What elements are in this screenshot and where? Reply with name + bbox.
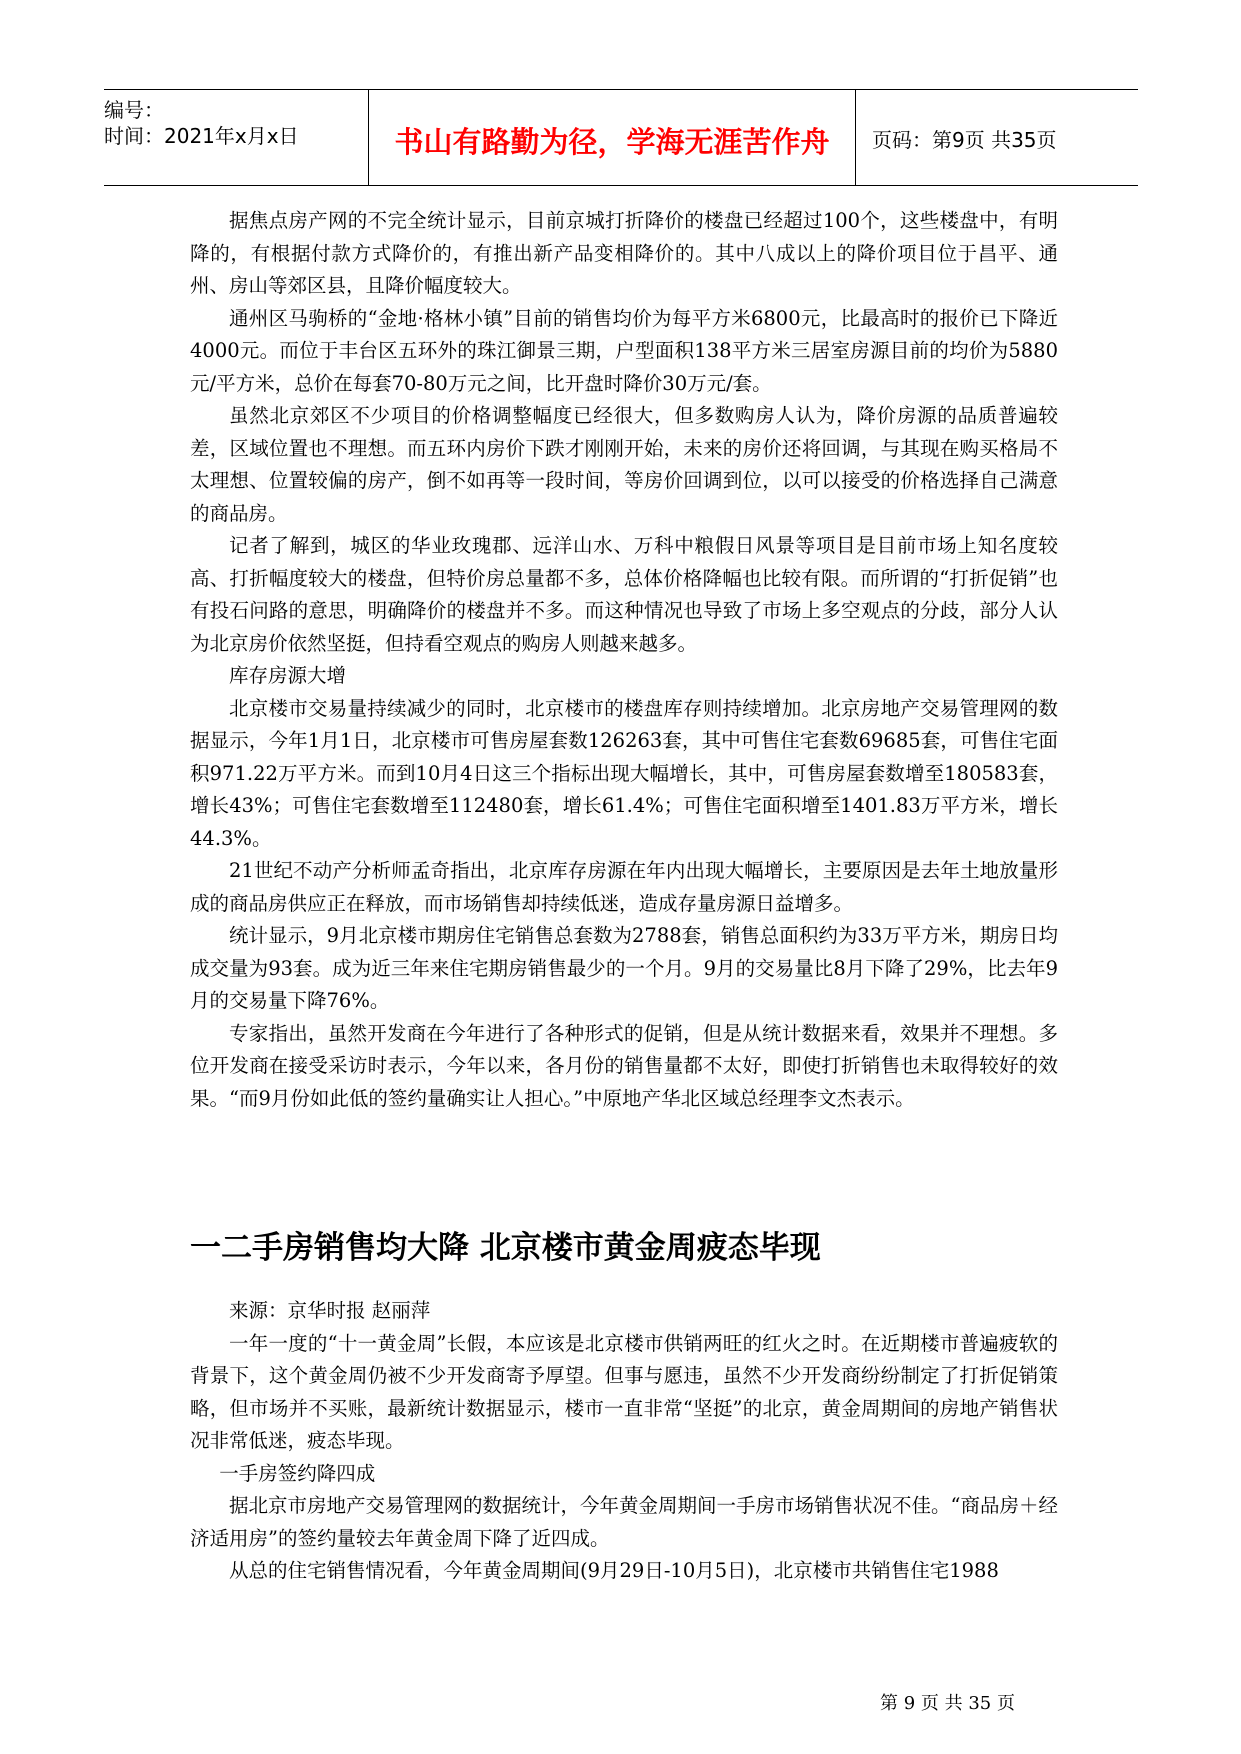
- article-body: [190, 1295, 1058, 1588]
- paragraph: 记者了解到，城区的华业玫瑰郡、远洋山水、万科中粮假日风景等项目是目前市场上知名度较高、打折幅度较大的楼盘，但特价房总量都不多，总体价格降幅也比较有限。而所谓的“打折促销”也有投石问路的意思，明确降价的楼盘并不多。而这种情况也导致了市场上多空观点的分歧，部分人认为北京房价依然坚挺，但持看空观点的购房人则越来越多。: [190, 534, 1058, 655]
- paragraph: 统计显示，9月北京楼市期房住宅销售总套数为2788套，销售总面积约为33万平方米，期房日均成交量为93套。成为近三年来住宅期房销售最少的一个月。9月的交易量比8月下降了29%，比去年9月的交易量下降76%。: [190, 924, 1058, 1012]
- body-text: [190, 205, 1058, 1115]
- paragraph: 通州区马驹桥的“金地·格林小镇”目前的销售均价为每平方米6800元，比最高时的报价已下降近4000元。而位于丰台区五环外的珠江御景三期，户型面积138平方米三居室房源目前的均价为5880元/平方米，总价在每套70-80万元之间，比开盘时降价30万元/套。: [190, 306, 1058, 395]
- page-footer: 第 9 页 共 35 页: [880, 1693, 1015, 1714]
- page-header: [104, 89, 1138, 186]
- document-time-label: 时间：2021年x月x日: [104, 124, 299, 148]
- paragraph: 北京楼市交易量持续减少的同时，北京楼市的楼盘库存则持续增加。北京房地产交易管理网的数据显示，今年1月1日，北京楼市可售房屋套数126263套，其中可售住宅套数69685套，可售住宅面积971.22万平方米。而到10月4日这三个指标出现大幅增长，其中，可售房屋套数增至180583套，增长43%；可售住宅套数增至112480套，增长61.4%；可售住宅面积增至1401.83万平方米，增长44.3%。: [190, 696, 1058, 850]
- article-source: 来源：京华时报 赵丽萍: [229, 1299, 431, 1322]
- header-page-label: 页码：第9页 共35页: [872, 128, 1057, 152]
- paragraph: 从总的住宅销售情况看，今年黄金周期间(9月29日-10月5日)，北京楼市共销售住宅1988: [229, 1559, 999, 1582]
- paragraph: 据北京市房地产交易管理网的数据统计，今年黄金周期间一手房市场销售状况不佳。“商品房＋经济适用房”的签约量较去年黄金周下降了近四成。: [190, 1494, 1058, 1550]
- article-title: 一二手房销售均大降 北京楼市黄金周疲态毕现: [190, 1230, 821, 1266]
- section-subheading: 库存房源大增: [229, 664, 347, 687]
- paragraph: 专家指出，虽然开发商在今年进行了各种形式的促销，但是从统计数据来看，效果并不理想。多位开发商在接受采访时表示，今年以来，各月份的销售量都不太好，即使打折销售也未取得较好的效果。“而9月份如此低的签约量确实让人担心。”中原地产华北区域总经理李文杰表示。: [190, 1021, 1058, 1110]
- paragraph: 21世纪不动产分析师孟奇指出，北京库存房源在年内出现大幅增长，主要原因是去年土地放量形成的商品房供应正在释放，而市场销售却持续低迷，造成存量房源日益增多。: [190, 859, 1058, 915]
- header-info-cell: [104, 90, 369, 185]
- paragraph: 虽然北京郊区不少项目的价格调整幅度已经很大，但多数购房人认为，降价房源的品质普遍较差，区域位置也不理想。而五环内房价下跌才刚刚开始，未来的房价还将回调，与其现在购买格局不太理想、位置较偏的房产，倒不如再等一段时间，等房价回调到位，以可以接受的价格选择自己满意的商品房。: [190, 404, 1058, 525]
- header-page-cell: [856, 90, 1138, 185]
- header-motto: 书山有路勤为径，学海无涯苦作舟: [394, 125, 830, 159]
- paragraph: 一年一度的“十一黄金周”长假，本应该是北京楼市供销两旺的红火之时。在近期楼市普遍疲软的背景下，这个黄金周仍被不少开发商寄予厚望。但事与愿违，虽然不少开发商纷纷制定了打折促销策略，但市场并不买账，最新统计数据显示，楼市一直非常“坚挺”的北京，黄金周期间的房地产销售状况非常低迷，疲态毕现。: [190, 1331, 1058, 1452]
- paragraph: 据焦点房产网的不完全统计显示，目前京城打折降价的楼盘已经超过100个，这些楼盘中，有明降的，有根据付款方式降价的，有推出新产品变相降价的。其中八成以上的降价项目位于昌平、通州、房山等郊区县，且降价幅度较大。: [190, 209, 1058, 297]
- document-number-label: 编号：: [104, 98, 164, 122]
- header-motto-cell: [369, 90, 856, 185]
- section-subheading: 一手房签约降四成: [219, 1461, 376, 1485]
